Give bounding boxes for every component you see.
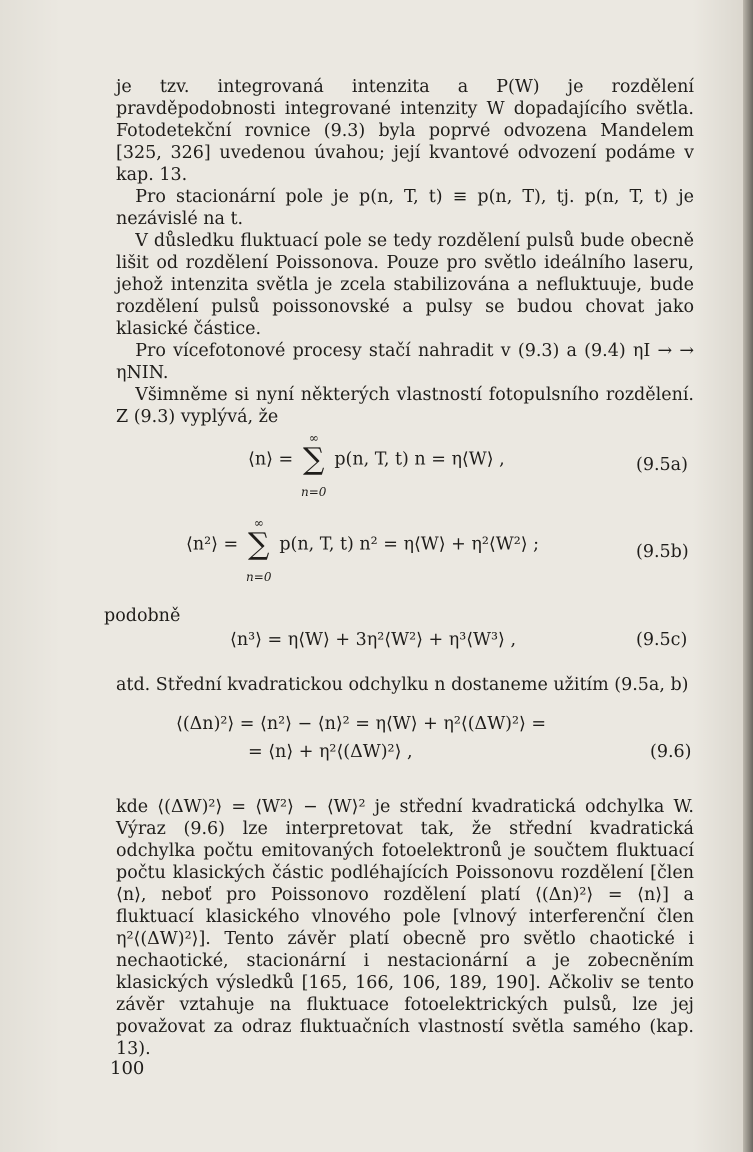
page-edge-shadow	[743, 0, 753, 1152]
eq-9-5a-label: (9.5a)	[636, 455, 688, 475]
equation-9-5b	[186, 516, 540, 584]
podobne-text: podobně	[104, 606, 181, 626]
eq-9-5b-lower-limit: n=0	[246, 570, 272, 584]
top-text-block	[116, 76, 694, 428]
paragraph-5: Všimněme si nyní některých vlastností fotopulsního rozdělení. Z (9.3) vyplývá, že	[116, 385, 694, 427]
equation-9-6-line2: = ⟨n⟩ + η²⟨(ΔW)²⟩ ,	[248, 742, 413, 762]
page-number: 100	[110, 1058, 145, 1079]
paragraph-7: kde ⟨(ΔW)²⟩ = ⟨W²⟩ − ⟨W⟩² je střední kvadratická odchylka W. Výraz (9.6) lze interpretovat tak, že střední kvadratická odchylka počtu emitovaných fotoelektronů je součtem fluktuací počtu klasických částic podléhajících Poissonovu rozdělení [člen ⟨n⟩, neboť pro Poissonovo rozdělení platí ⟨(Δn)²⟩ = ⟨n⟩] a fluktuací klasického vlnového pole [vlnový interferenční člen η²⟨(ΔW)²⟩]. Tento závěr platí obecně pro světlo chaotické i nechaotické, stacionární i nestacionární a je zobecněním klasických výsledků [165, 166, 106, 189, 190]. Ačkoliv se tento závěr vztahuje na fluktuace fotoelektrických pulsů, lze jej považovat za odraz fluktuačních vlastností světla samého (kap. 13).	[116, 797, 694, 1059]
eq-9-5b-upper-limit: ∞	[253, 516, 264, 530]
paragraph-1: je tzv. integrovaná intenzita a P(W) je rozdělení pravděpodobnosti integrované intenzity W dopadajícího světla. Fotodetekční rovnice (9.3) byla poprvé odvozena Mandelem [325, 326] uvedenou úvahou; její kvantové odvození podáme v kap. 13.	[116, 77, 694, 185]
eq-9-5b-label: (9.5b)	[636, 542, 689, 562]
eq-9-5a-upper-limit: ∞	[308, 431, 319, 445]
eq-9-5b-lhs: ⟨n²⟩ =	[186, 534, 239, 555]
paragraph-4: Pro vícefotonové procesy stačí nahradit v (9.3) a (9.4) ηI → → ηNIN.	[116, 341, 694, 383]
equation-9-5a	[248, 431, 505, 499]
paragraph-6-block	[116, 674, 694, 696]
eq-9-5a-lhs: ⟨n⟩ =	[248, 449, 294, 470]
paragraph-3: V důsledku fluktuací pole se tedy rozdělení pulsů bude obecně lišit od rozdělení Poissonova. Pouze pro světlo ideálního laseru, jehož intenzita světla je zcela stabilizována a nefluktuuje, bude rozdělení pulsů poissonovské a pulsy se budou chovat jako klasické částice.	[116, 231, 694, 339]
eq-9-5b-rhs: p(n, T, t) n² = η⟨W⟩ + η²⟨W²⟩ ;	[279, 534, 540, 555]
summation-symbol: ∑ ∞ n=0	[299, 445, 329, 475]
summation-symbol: ∑ ∞ n=0	[244, 530, 274, 560]
eq-9-5c-label: (9.5c)	[636, 630, 688, 650]
eq-9-5a-rhs: p(n, T, t) n = η⟨W⟩ ,	[334, 449, 505, 470]
equation-9-5c: ⟨n³⟩ = η⟨W⟩ + 3η²⟨W²⟩ + η³⟨W³⟩ ,	[230, 630, 517, 650]
equation-9-6-line1: ⟨(Δn)²⟩ = ⟨n²⟩ − ⟨n⟩² = η⟨W⟩ + η²⟨(ΔW)²⟩ =	[176, 714, 547, 734]
eq-9-6-label: (9.6)	[650, 742, 692, 762]
eq-9-5a-lower-limit: n=0	[301, 485, 327, 499]
paragraph-2: Pro stacionární pole je p(n, T, t) ≡ p(n, T), tj. p(n, T, t) je nezávislé na t.	[116, 187, 694, 229]
paragraph-6: atd. Střední kvadratickou odchylku n dostaneme užitím (9.5a, b)	[116, 675, 689, 695]
paragraph-7-block	[116, 796, 694, 1060]
